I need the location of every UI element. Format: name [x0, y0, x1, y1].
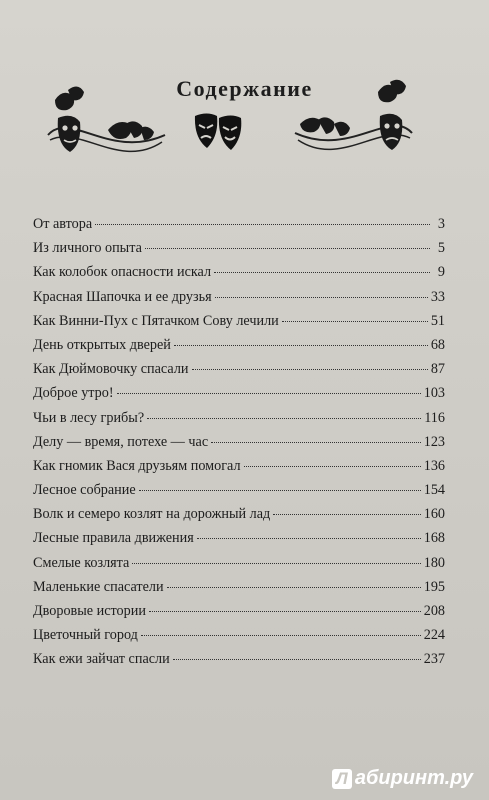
watermark-text: абиринт.ру: [354, 767, 473, 789]
dot-leader: [167, 587, 421, 588]
toc-entry: [33, 333, 445, 357]
toc-entry-title: Волк и семеро козлят на дорожный лад: [33, 506, 271, 523]
toc-entry-page: 154: [423, 482, 445, 499]
theatre-masks-icon: [193, 112, 243, 154]
dot-leader: [139, 490, 421, 491]
toc-entry: [33, 285, 445, 309]
toc-entry-page: 3: [437, 216, 445, 232]
toc-entry: [33, 212, 445, 236]
toc-entry-title: Красная Шапочка и ее друзья: [33, 288, 212, 305]
toc-entry: [33, 406, 445, 430]
toc-entry-page: 208: [423, 603, 445, 619]
toc-entry-title: Как Дюймовочку спасали: [33, 361, 189, 378]
dot-leader: [174, 345, 428, 346]
dot-leader: [214, 272, 430, 273]
page-title: Содержание: [176, 76, 313, 101]
toc-entry-page: 51: [430, 312, 445, 329]
toc-entry: [33, 260, 445, 284]
toc-entry: [33, 381, 445, 405]
dot-leader: [132, 563, 420, 564]
toc-entry: [33, 599, 445, 623]
labirint-watermark: [332, 767, 473, 790]
toc-entry: [33, 502, 445, 526]
toc-entry-page: 68: [430, 336, 445, 353]
dot-leader: [145, 248, 430, 249]
toc-entry: [33, 454, 445, 478]
toc-entry-title: Смелые козлята: [33, 554, 130, 571]
dot-leader: [149, 611, 421, 612]
toc-entry-title: Из личного опыта: [33, 240, 142, 257]
dot-leader: [192, 369, 428, 370]
toc-entry-page: 224: [423, 627, 445, 644]
toc-entry-title: Как колобок опасности искал: [33, 264, 212, 281]
toc-entry-page: 136: [423, 457, 445, 474]
toc-entry-title: Цветочный город: [33, 627, 138, 644]
dot-leader: [117, 393, 421, 394]
toc-entry-title: Как ежи зайчат спасли: [33, 651, 170, 668]
toc-entry-page: 116: [424, 409, 445, 426]
toc-entry-title: Делу — время, потехе — час: [33, 433, 209, 450]
labirint-logo-icon: Л: [332, 769, 352, 789]
toc-entry-title: Как Винни-Пух с Пятачком Сову лечили: [33, 312, 279, 329]
toc-entry-page: 168: [423, 530, 445, 547]
toc-entry-page: 123: [423, 433, 445, 450]
toc-entry: [33, 236, 445, 260]
toc-entry-page: 160: [423, 506, 445, 523]
dot-leader: [141, 635, 421, 636]
toc-entry-title: Маленькие спасатели: [33, 578, 164, 595]
toc-entry-page: 9: [437, 264, 445, 281]
toc-entry-title: Чьи в лесу грибы?: [33, 409, 145, 426]
toc-entry-title: Дворовые истории: [33, 603, 146, 619]
toc-entry: [33, 623, 445, 647]
dot-leader: [244, 466, 421, 467]
dot-leader: [273, 514, 420, 515]
toc-entry: [33, 309, 445, 333]
masks-ornament-right-icon: [290, 78, 420, 163]
toc-entry-title: Лесное собрание: [33, 482, 136, 499]
dot-leader: [282, 321, 428, 322]
toc-entry: [33, 357, 445, 381]
toc-entry: [33, 575, 445, 599]
dot-leader: [197, 538, 421, 539]
dot-leader: [173, 659, 421, 660]
toc-entry-page: 87: [430, 361, 445, 378]
dot-leader: [215, 297, 428, 298]
toc-entry-page: 33: [430, 288, 445, 305]
toc-entry: [33, 430, 445, 454]
masks-ornament-left-icon: [40, 80, 170, 165]
table-of-contents: [33, 212, 445, 672]
dot-leader: [147, 418, 421, 419]
toc-entry: [33, 551, 445, 575]
dot-leader: [95, 224, 430, 225]
toc-entry: [33, 647, 445, 671]
toc-entry-title: Как гномик Вася друзьям помогал: [33, 457, 241, 474]
toc-entry-page: 180: [423, 554, 445, 571]
toc-entry-page: 103: [423, 385, 445, 402]
toc-entry-page: 195: [423, 578, 445, 595]
toc-entry-title: Доброе утро!: [33, 385, 114, 402]
toc-entry-title: От автора: [33, 216, 93, 232]
toc-entry-page: 5: [437, 240, 445, 257]
toc-entry-title: Лесные правила движения: [33, 530, 194, 547]
toc-entry-title: День открытых дверей: [33, 336, 171, 353]
toc-entry: [33, 526, 445, 550]
dot-leader: [211, 442, 421, 443]
toc-entry: [33, 478, 445, 502]
toc-entry-page: 237: [423, 651, 445, 668]
